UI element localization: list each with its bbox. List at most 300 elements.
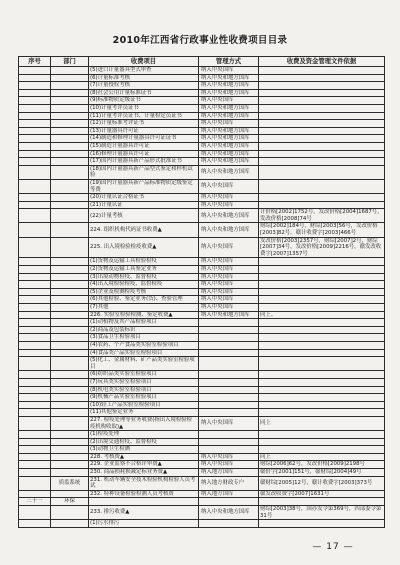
cell-no: 三十一	[19, 498, 51, 506]
cell-dept	[51, 258, 89, 266]
cell-mgmt: 纳入中央国库	[199, 304, 259, 312]
cell-no	[19, 288, 51, 296]
cell-dept	[51, 127, 89, 135]
header-no: 序号	[19, 57, 51, 67]
cell-basis	[259, 201, 385, 209]
cell-dept	[51, 209, 89, 223]
table-row	[19, 296, 385, 304]
cell-basis	[259, 409, 385, 417]
cell-mgmt: 纳入中央和地方国库	[199, 165, 259, 179]
cell-item: (7)其他	[89, 304, 199, 312]
cell-mgmt	[199, 431, 259, 439]
cell-mgmt: 纳入中央和地方国库	[199, 135, 259, 143]
cell-no	[19, 416, 51, 430]
cell-mgmt	[199, 319, 259, 327]
cell-dept	[51, 326, 89, 334]
cell-no	[19, 104, 51, 112]
cell-item: (14)制造和修理计量器具许可证证书	[89, 135, 199, 143]
cell-dept: 质监系统	[51, 476, 89, 490]
cell-dept	[51, 371, 89, 379]
cell-item: (10)计量考评员证书	[89, 104, 199, 112]
cell-item: (3)食品卫生检验项目	[89, 334, 199, 342]
cell-mgmt: 纳入中央和地方国库	[199, 209, 259, 223]
cell-item: (12)计量标准考评证书	[89, 120, 199, 128]
cell-basis	[259, 357, 385, 371]
cell-item: (7)计量授权考核	[89, 82, 199, 90]
cell-item: (19)国内计量器具新产品标准物质定级鉴定等费	[89, 179, 199, 193]
cell-mgmt	[199, 386, 259, 394]
cell-item: 230. 商品损耗损减定标业务费▲	[89, 469, 199, 477]
cell-dept	[51, 237, 89, 258]
cell-item: (8)机电类实验室检验项目	[89, 386, 199, 394]
cell-mgmt: 纳入中央国库	[199, 201, 259, 209]
cell-dept	[51, 401, 89, 409]
cell-mgmt	[199, 371, 259, 379]
cell-item: (9)机械产品实验室检验项目	[89, 394, 199, 402]
table-row	[19, 273, 385, 281]
cell-basis	[259, 394, 385, 402]
table-row	[19, 506, 385, 520]
cell-dept	[51, 311, 89, 319]
table-row	[19, 520, 385, 528]
cell-dept	[51, 304, 89, 312]
cell-mgmt: 纳入中央和地方国库	[199, 127, 259, 135]
cell-dept	[51, 194, 89, 202]
table-row	[19, 258, 385, 266]
cell-item: (17)国内计量器具新产品形式批准证书	[89, 158, 199, 166]
cell-dept	[51, 150, 89, 158]
cell-basis	[259, 82, 385, 90]
cell-dept	[51, 461, 89, 469]
cell-mgmt	[199, 394, 259, 402]
cell-item: (13)计量器具许可证	[89, 127, 199, 135]
cell-basis	[259, 127, 385, 135]
table-row	[19, 194, 385, 202]
table-row	[19, 89, 385, 97]
cell-no	[19, 520, 51, 528]
table-row	[19, 378, 385, 386]
cell-dept	[51, 74, 89, 82]
cell-basis	[259, 142, 385, 150]
cell-dept	[51, 179, 89, 193]
cell-mgmt: 纳入地方国库	[199, 490, 259, 498]
table-row	[19, 120, 385, 128]
cell-dept	[51, 409, 89, 417]
cell-mgmt: 纳入中央国库	[199, 67, 259, 75]
table-row	[19, 394, 385, 402]
cell-basis	[259, 67, 385, 75]
cell-no	[19, 357, 51, 371]
table-row	[19, 409, 385, 417]
cell-no	[19, 311, 51, 319]
cell-mgmt: 纳入中央国库	[199, 461, 259, 469]
cell-no	[19, 201, 51, 209]
table-row	[19, 112, 385, 120]
table-row	[19, 311, 385, 319]
table-row	[19, 401, 385, 409]
cell-basis	[259, 194, 385, 202]
cell-item: (4)食品类产品实验室检验项目	[89, 349, 199, 357]
header-item: 收费项目	[89, 57, 199, 67]
fee-directory-table	[18, 56, 385, 528]
table-row	[19, 446, 385, 454]
cell-basis	[259, 520, 385, 528]
cell-no	[19, 273, 51, 281]
cell-basis	[259, 266, 385, 274]
table-row	[19, 334, 385, 342]
cell-basis	[259, 104, 385, 112]
table-row	[19, 135, 385, 143]
cell-dept	[51, 281, 89, 289]
cell-mgmt: 纳入地方国库	[199, 469, 259, 477]
table-row	[19, 67, 385, 75]
table-row	[19, 304, 385, 312]
cell-dept	[51, 165, 89, 179]
table-row	[19, 386, 385, 394]
cell-dept	[51, 394, 89, 402]
cell-item: 231. 机动车辆安全技术检验机构检验人员考试	[89, 476, 199, 490]
cell-basis	[259, 273, 385, 281]
cell-item: (6)计量标准考核	[89, 74, 199, 82]
cell-dept	[51, 431, 89, 439]
cell-basis	[259, 74, 385, 82]
cell-item: 229. 企业监察不合格评审费▲	[89, 461, 199, 469]
table-body	[19, 67, 385, 528]
table-row	[19, 223, 385, 237]
cell-no	[19, 409, 51, 417]
cell-mgmt: 纳入中央国库	[199, 288, 259, 296]
cell-no	[19, 258, 51, 266]
cell-no	[19, 223, 51, 237]
cell-dept	[51, 201, 89, 209]
cell-dept	[51, 506, 89, 520]
cell-basis	[259, 326, 385, 334]
cell-basis	[259, 158, 385, 166]
page-number: — 17 —	[312, 542, 354, 552]
table-row	[19, 127, 385, 135]
cell-no	[19, 120, 51, 128]
cell-no	[19, 296, 51, 304]
cell-dept: 环保	[51, 498, 89, 506]
cell-basis: 同上。	[259, 311, 385, 319]
cell-item: (10)轻工产品实验室检验项目	[89, 401, 199, 409]
cell-mgmt: 纳入中央和地方国库	[199, 223, 259, 237]
cell-no	[19, 135, 51, 143]
cell-dept	[51, 104, 89, 112]
cell-mgmt: 纳入中央国库	[199, 194, 259, 202]
cell-basis: 赣发改收费字[2007]1631号	[259, 490, 385, 498]
cell-no	[19, 490, 51, 498]
cell-mgmt: 纳入中央国库	[199, 296, 259, 304]
cell-item: (5)企业及检测检疫考核	[89, 288, 199, 296]
cell-mgmt	[199, 401, 259, 409]
cell-basis	[259, 378, 385, 386]
header-basis: 收费及资金管理文件依据	[259, 57, 385, 67]
cell-dept	[51, 520, 89, 528]
cell-no	[19, 194, 51, 202]
cell-no	[19, 142, 51, 150]
cell-mgmt: 纳入中央国库	[199, 453, 259, 461]
cell-no	[19, 165, 51, 179]
cell-item: (4)出入境检验检疫、监督检疫	[89, 281, 199, 289]
table-row	[19, 74, 385, 82]
cell-dept	[51, 319, 89, 327]
header-row	[19, 57, 385, 67]
cell-mgmt	[199, 409, 259, 417]
cell-no	[19, 438, 51, 446]
cell-mgmt: 纳入中央国库	[199, 416, 259, 430]
cell-basis	[259, 498, 385, 506]
page-title: 2010年江西省行政事业性收费项目目录	[112, 35, 288, 46]
cell-dept	[51, 357, 89, 371]
cell-basis	[259, 431, 385, 439]
cell-mgmt	[199, 446, 259, 454]
cell-no	[19, 89, 51, 97]
cell-item: 233. 排污收费▲	[89, 506, 199, 520]
cell-basis: 财综[2002]184号，财综[2003]56号，发改价格[2003]82号，赣计收费字[2003]466号	[259, 223, 385, 237]
table-row	[19, 237, 385, 258]
cell-no	[19, 266, 51, 274]
cell-basis	[259, 296, 385, 304]
table-row	[19, 490, 385, 498]
cell-item: 225. 出入境检验检疫收费▲	[89, 237, 199, 258]
cell-basis	[259, 288, 385, 296]
cell-dept	[51, 112, 89, 120]
cell-item	[89, 498, 199, 506]
cell-dept	[51, 386, 89, 394]
cell-dept	[51, 378, 89, 386]
cell-no	[19, 394, 51, 402]
cell-mgmt: 纳入中央国库	[199, 179, 259, 193]
cell-dept	[51, 142, 89, 150]
cell-item: (16)修理计量器具许可证	[89, 150, 199, 158]
cell-basis	[259, 334, 385, 342]
cell-dept	[51, 296, 89, 304]
cell-no	[19, 431, 51, 439]
cell-mgmt: 纳入中央国库	[199, 97, 259, 105]
cell-no	[19, 326, 51, 334]
cell-no	[19, 334, 51, 342]
cell-mgmt: 纳入中央国库	[199, 281, 259, 289]
section-row	[19, 498, 385, 506]
table-row	[19, 357, 385, 371]
cell-dept	[51, 266, 89, 274]
cell-dept	[51, 288, 89, 296]
cell-dept	[51, 349, 89, 357]
cell-basis	[259, 341, 385, 349]
cell-no	[19, 476, 51, 490]
cell-item: (8)社会公用计量标准证书	[89, 89, 199, 97]
cell-mgmt: 纳入中央和地方国库	[199, 82, 259, 90]
cell-basis: 同上	[259, 453, 385, 461]
cell-basis	[259, 112, 385, 120]
cell-basis: 财综[2006]62号，发改价格[2009]2198号	[259, 461, 385, 469]
cell-no	[19, 506, 51, 520]
cell-item: (2)出境交通检疫、监督检疫	[89, 438, 199, 446]
cell-no	[19, 378, 51, 386]
cell-dept	[51, 97, 89, 105]
table-row	[19, 82, 385, 90]
table-row	[19, 201, 385, 209]
table-row	[19, 416, 385, 430]
cell-dept	[51, 438, 89, 446]
cell-no	[19, 281, 51, 289]
table-row	[19, 349, 385, 357]
table-row	[19, 179, 385, 193]
cell-mgmt: 纳入中央和地方国库	[199, 142, 259, 150]
cell-item: (22)计量考核	[89, 209, 199, 223]
cell-basis	[259, 179, 385, 193]
cell-dept	[51, 82, 89, 90]
table-row	[19, 104, 385, 112]
table-row	[19, 266, 385, 274]
table-row	[19, 142, 385, 150]
cell-item: (20)计量认证合格证书	[89, 194, 199, 202]
cell-mgmt: 纳入中央国库	[199, 237, 259, 258]
cell-basis: 赣价字[2001]151号，赣财综[2004]49号	[259, 469, 385, 477]
cell-dept	[51, 334, 89, 342]
cell-dept	[51, 223, 89, 237]
cell-basis	[259, 446, 385, 454]
cell-item: (5)化工、金属材料、矿产品类实验室检验项目	[89, 357, 199, 371]
cell-basis	[259, 438, 385, 446]
cell-no	[19, 453, 51, 461]
cell-item: (6)纺织品类实验室检验项目	[89, 371, 199, 379]
cell-no	[19, 349, 51, 357]
cell-mgmt: 纳入中央和地方国库	[199, 89, 259, 97]
cell-no	[19, 150, 51, 158]
table-header	[19, 57, 385, 67]
cell-item: (7)玩具类实验室检验项目	[89, 378, 199, 386]
table-row	[19, 431, 385, 439]
table-row	[19, 281, 385, 289]
cell-item: (15)制造计量器具许可证	[89, 142, 199, 150]
cell-item: (21)计量认证	[89, 201, 199, 209]
cell-no	[19, 179, 51, 193]
cell-no	[19, 461, 51, 469]
cell-no	[19, 82, 51, 90]
cell-no	[19, 341, 51, 349]
cell-dept	[51, 416, 89, 430]
cell-item: (1)动植物及其产品检验项目	[89, 319, 199, 327]
cell-basis	[259, 97, 385, 105]
cell-mgmt	[199, 378, 259, 386]
cell-basis	[259, 89, 385, 97]
cell-item: (9)标准物质定级证书	[89, 97, 199, 105]
cell-mgmt	[199, 326, 259, 334]
cell-no	[19, 67, 51, 75]
cell-mgmt	[199, 341, 259, 349]
cell-mgmt	[199, 520, 259, 528]
table-row	[19, 97, 385, 105]
cell-no	[19, 158, 51, 166]
table-row	[19, 326, 385, 334]
cell-mgmt: 纳入中央和地方国库	[199, 150, 259, 158]
cell-basis: 计价格[2002]1752号，发改价格[2004]1687号，发改价格[2008]74号	[260, 209, 383, 222]
table-row	[19, 453, 385, 461]
cell-item: (2)货物及运输工具鉴定业务	[89, 266, 199, 274]
cell-item: (1)货物及运输工具检验检疫	[89, 258, 199, 266]
cell-dept	[51, 67, 89, 75]
cell-dept	[51, 158, 89, 166]
cell-mgmt	[199, 438, 259, 446]
cell-item: (3)出境动物检疫、监督检疫	[89, 273, 199, 281]
cell-no	[19, 304, 51, 312]
cell-basis: 同上	[259, 416, 385, 430]
cell-dept	[51, 490, 89, 498]
cell-dept	[51, 135, 89, 143]
cell-basis	[259, 165, 385, 179]
table-row	[19, 319, 385, 327]
cell-mgmt: 纳入中央和地方国库	[199, 74, 259, 82]
cell-dept	[51, 453, 89, 461]
cell-no	[19, 371, 51, 379]
cell-mgmt: 纳入中央国库	[199, 258, 259, 266]
cell-mgmt	[199, 349, 259, 357]
cell-basis	[259, 304, 385, 312]
cell-no	[19, 97, 51, 105]
cell-basis	[259, 401, 385, 409]
cell-item: (11)其他鉴定业务	[89, 409, 199, 417]
cell-no	[19, 237, 51, 258]
cell-no	[19, 112, 51, 120]
cell-basis	[259, 319, 385, 327]
cell-item: (2)商品及包装标识	[89, 326, 199, 334]
cell-basis	[259, 258, 385, 266]
cell-item: (6)其他检验、鉴定业务(货)、查验管理	[89, 296, 199, 304]
cell-mgmt: 纳入地方财政专户	[199, 476, 259, 490]
cell-item: 232. 特种设备检验检测人员考核费	[89, 490, 199, 498]
cell-basis	[259, 281, 385, 289]
cell-basis: 赣财综[2005]12号，赣计收费字[2003]373号	[259, 476, 385, 490]
table-row	[19, 469, 385, 477]
table-row	[19, 341, 385, 349]
cell-basis	[259, 371, 385, 379]
cell-basis: 发改价格[2003]2357号，财综[2007]2号，财综[2007]34号，发改价格[2009]2216号，赣发改收费字[2007]1357号	[259, 237, 385, 258]
table-row	[19, 371, 385, 379]
cell-mgmt: 纳入中央和地方国库	[199, 112, 259, 120]
cell-no	[19, 446, 51, 454]
cell-item: (18)国内计量器具新产品型式鉴定和样机试验	[89, 165, 199, 179]
cell-mgmt: 纳入中央和地方国库	[199, 104, 259, 112]
cell-mgmt: 纳入中央和地方国库	[199, 158, 259, 166]
cell-no	[19, 74, 51, 82]
cell-no	[19, 319, 51, 327]
cell-item: 228. 考核费▲	[89, 453, 199, 461]
cell-no	[19, 401, 51, 409]
header-dept: 部门	[51, 57, 89, 67]
cell-mgmt	[199, 357, 259, 371]
cell-basis	[259, 150, 385, 158]
table-row	[19, 209, 385, 223]
cell-item: (11)计量考评员证书、计量检定员证书	[89, 112, 199, 120]
cell-no	[19, 127, 51, 135]
cell-mgmt	[199, 334, 259, 342]
cell-basis	[259, 135, 385, 143]
cell-basis	[259, 120, 385, 128]
table-row	[19, 158, 385, 166]
cell-dept	[51, 89, 89, 97]
table-row	[19, 165, 385, 179]
table-row	[19, 150, 385, 158]
cell-mgmt: 纳入中央和地方国库	[199, 506, 259, 520]
cell-dept	[51, 446, 89, 454]
cell-dept	[51, 120, 89, 128]
cell-dept	[51, 273, 89, 281]
table-row	[19, 288, 385, 296]
cell-mgmt: 纳入中央和地方国库	[199, 311, 259, 319]
cell-basis	[259, 349, 385, 357]
